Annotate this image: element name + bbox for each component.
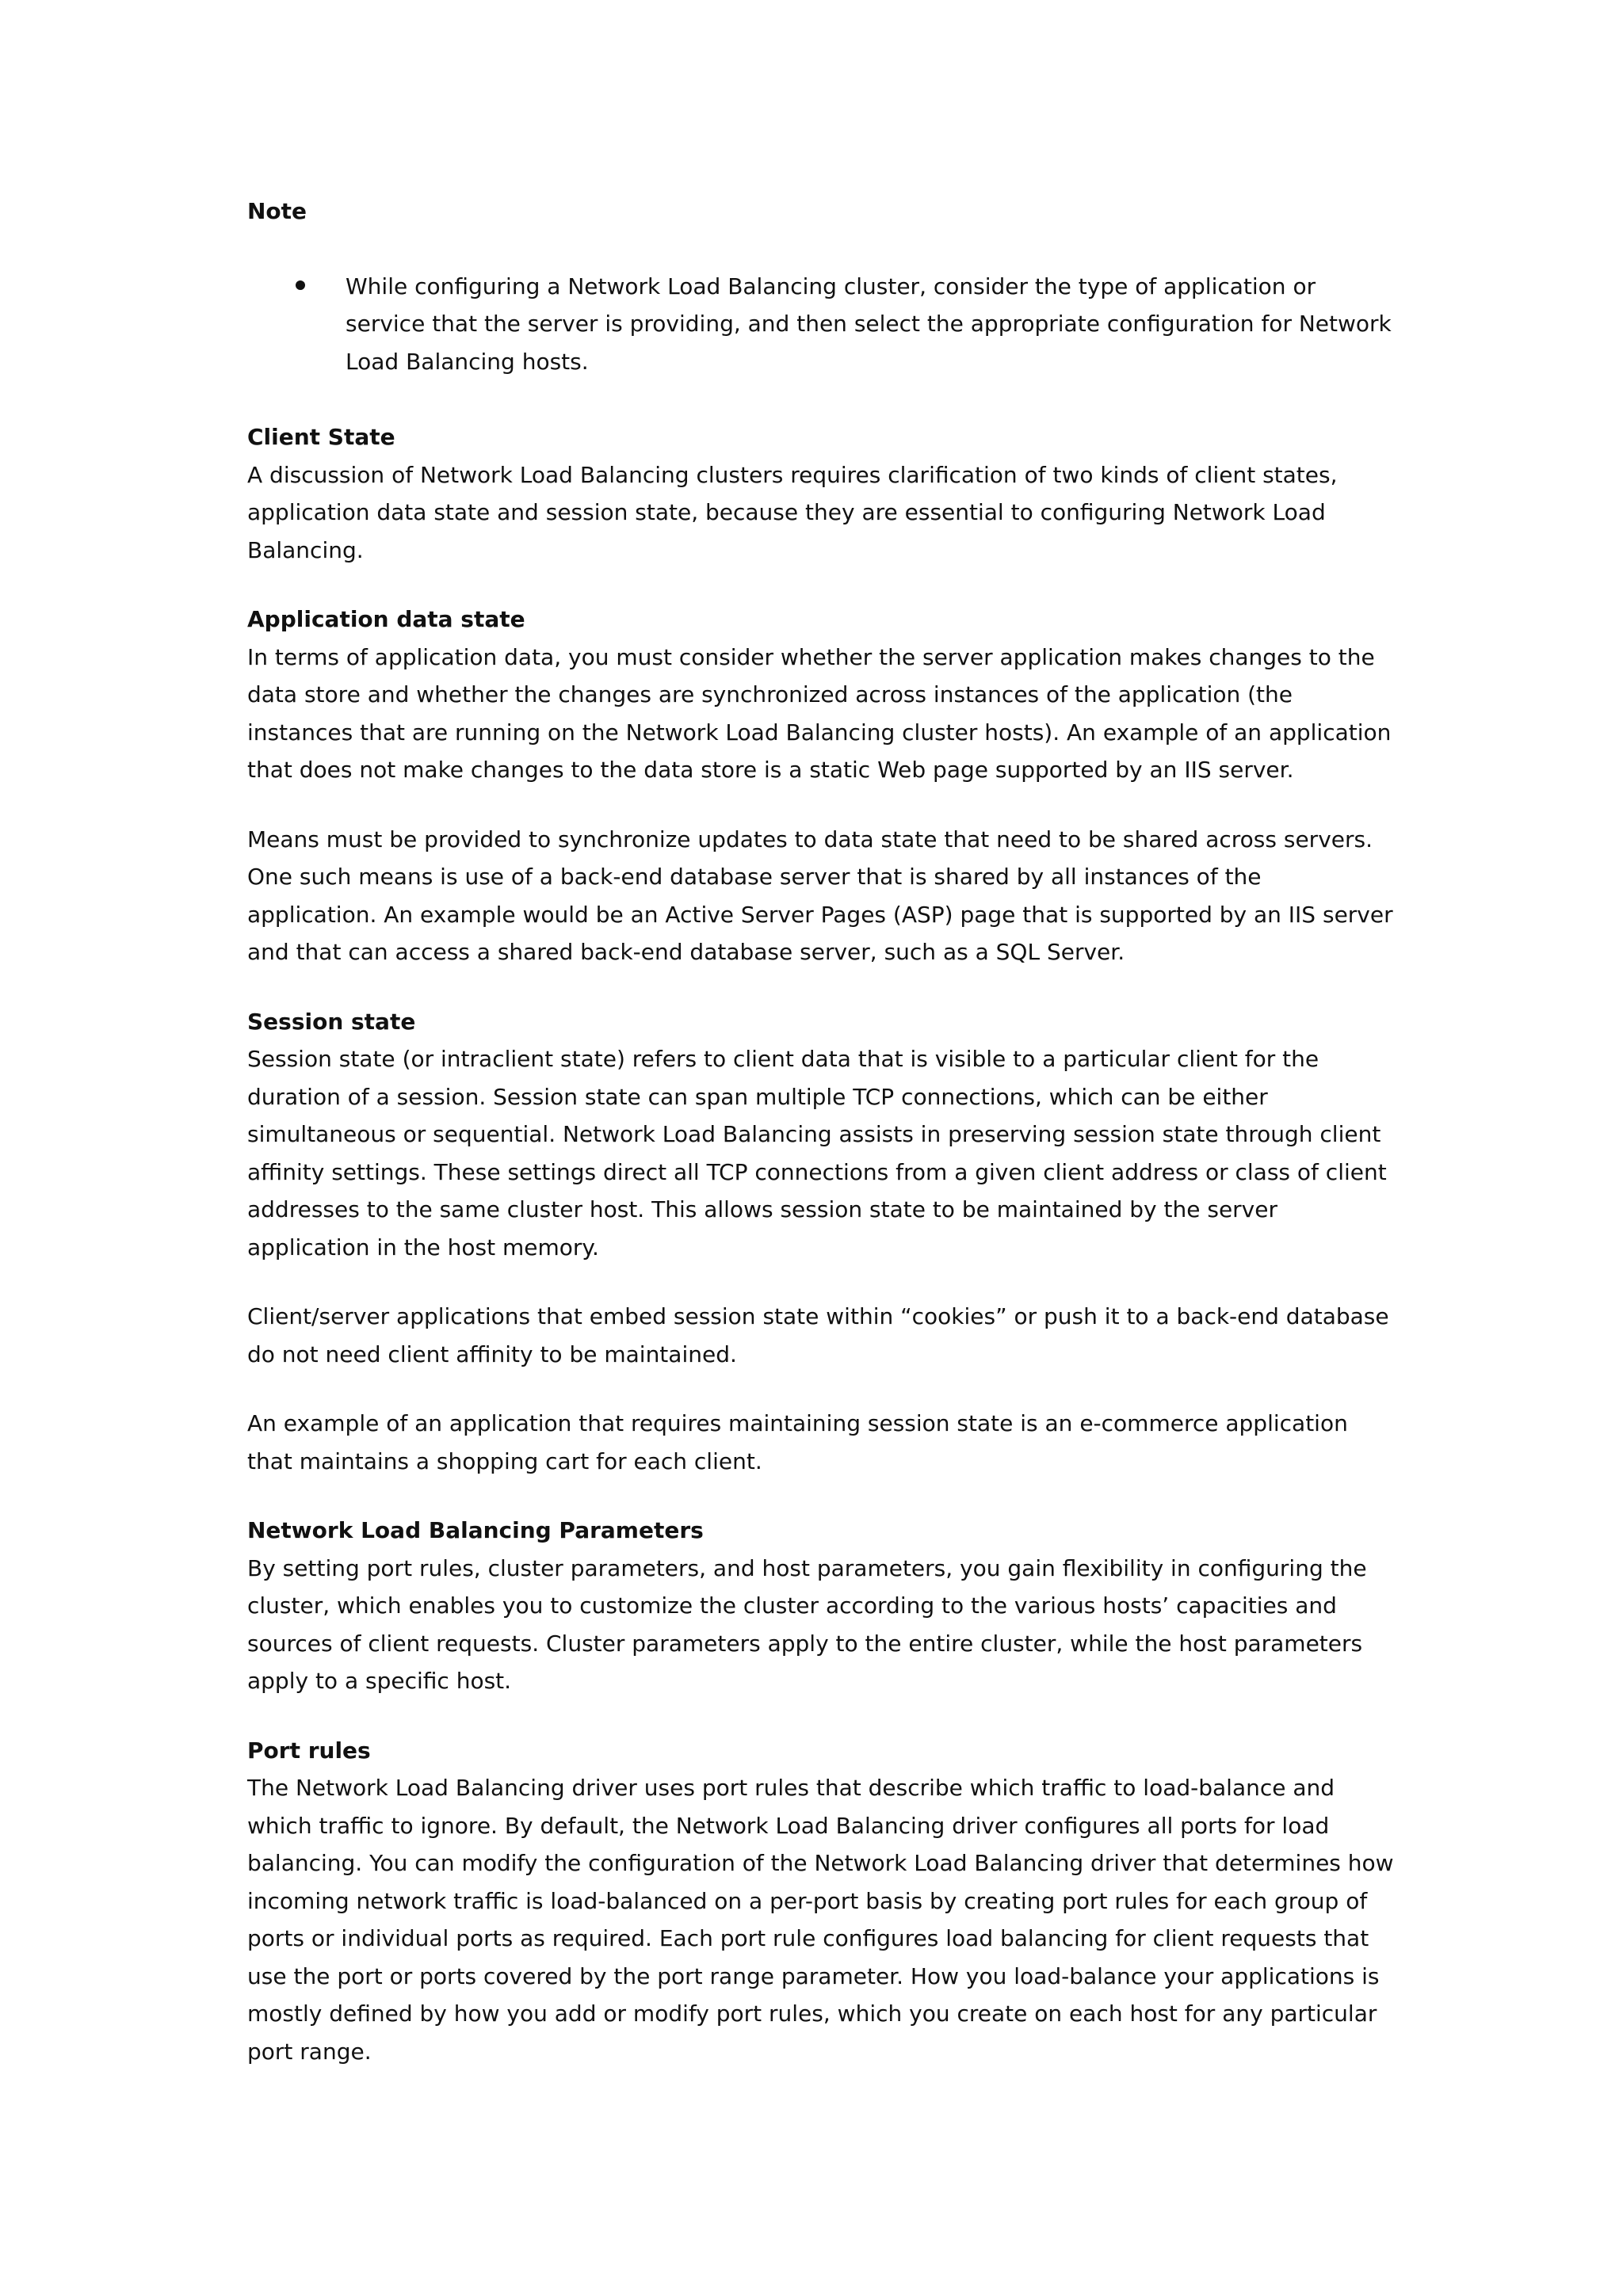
session-state-heading: Session state (247, 1008, 416, 1035)
session-state-paragraph: An example of an application that requires maintaining session state is an e-commerce application that maintains a shopping cart for each client. (247, 1410, 1348, 1474)
port-rules-body: The Network Load Balancing driver uses port rules that describe which traffic to load-balance and which traffic to ignore. By default, the Network Load Balancing driver configures all ports for load balancing. You can modify the configuration of the Network Load Balancing driver that determines how incoming network traffic is load-balanced on a per-port basis by creating port rules for each group of ports or individual ports as required. Each port rule configures load balancing for client requests that use the port or ports covered by the port range parameter. How you load-balance your applications is mostly defined by how you add or modify port rules, which you create on each host for any particular port range. (247, 1775, 1394, 2065)
bullet-dot-icon (296, 280, 305, 290)
note-heading: Note (247, 198, 307, 224)
application-data-state-paragraph: In terms of application data, you must consider whether the server application makes changes to the data store and whether the changes are synchronized across instances of the application (the instances that are running on the Network Load Balancing cluster hosts). An example of an application that does not make changes to the data store is a static Web page supported by an IIS server. (247, 643, 1392, 783)
client-state-section (247, 418, 1396, 569)
port-rules-section (247, 1732, 1396, 2071)
session-state-paragraph: Session state (or intraclient state) refers to client data that is visible to a particular client for the duration of a session. Session state can span multiple TCP connections, which can be either simultaneous or sequential. Network Load Balancing assists in preserving session state through client affinity settings. These settings direct all TCP connections from a given client address or class of client addresses to the same cluster host. This allows session state to be maintained by the server application in the host memory. (247, 1046, 1387, 1261)
application-data-state-paragraph: Means must be provided to synchronize updates to data state that need to be shared across servers. One such means is use of a back-end database server that is shared by all instances of the application. An example would be an Active Server Pages (ASP) page that is supported by an IIS server and that can access a shared back-end database server, such as a SQL Server. (247, 826, 1393, 965)
document-page (247, 193, 1396, 2102)
note-bullet-text: While configuring a Network Load Balancing cluster, consider the type of application or service that the server is providing, and then select the appropriate configuration for Network Load Balancing hosts. (346, 273, 1392, 375)
session-state-section (247, 1003, 1396, 1481)
port-rules-heading: Port rules (247, 1737, 371, 1764)
note-bullet-item (247, 268, 1396, 381)
client-state-heading: Client State (247, 424, 395, 450)
nlb-parameters-heading: Network Load Balancing Parameters (247, 1517, 704, 1543)
application-data-state-section (247, 601, 1396, 971)
client-state-body: A discussion of Network Load Balancing clusters requires clarification of two kinds of client states, application data state and session state, because they are essential to configuring Network Load Balancing. (247, 461, 1338, 563)
session-state-paragraph: Client/server applications that embed session state within “cookies” or push it to a back-end database do not need client affinity to be maintained. (247, 1303, 1389, 1367)
nlb-parameters-body: By setting port rules, cluster parameters, and host parameters, you gain flexibility in configuring the cluster, which enables you to customize the cluster according to the various hosts’ capacities and sources of client requests. Cluster parameters apply to the entire cluster, while the host parameters apply to a specific host. (247, 1554, 1367, 1694)
application-data-state-heading: Application data state (247, 606, 525, 632)
nlb-parameters-section (247, 1512, 1396, 1700)
